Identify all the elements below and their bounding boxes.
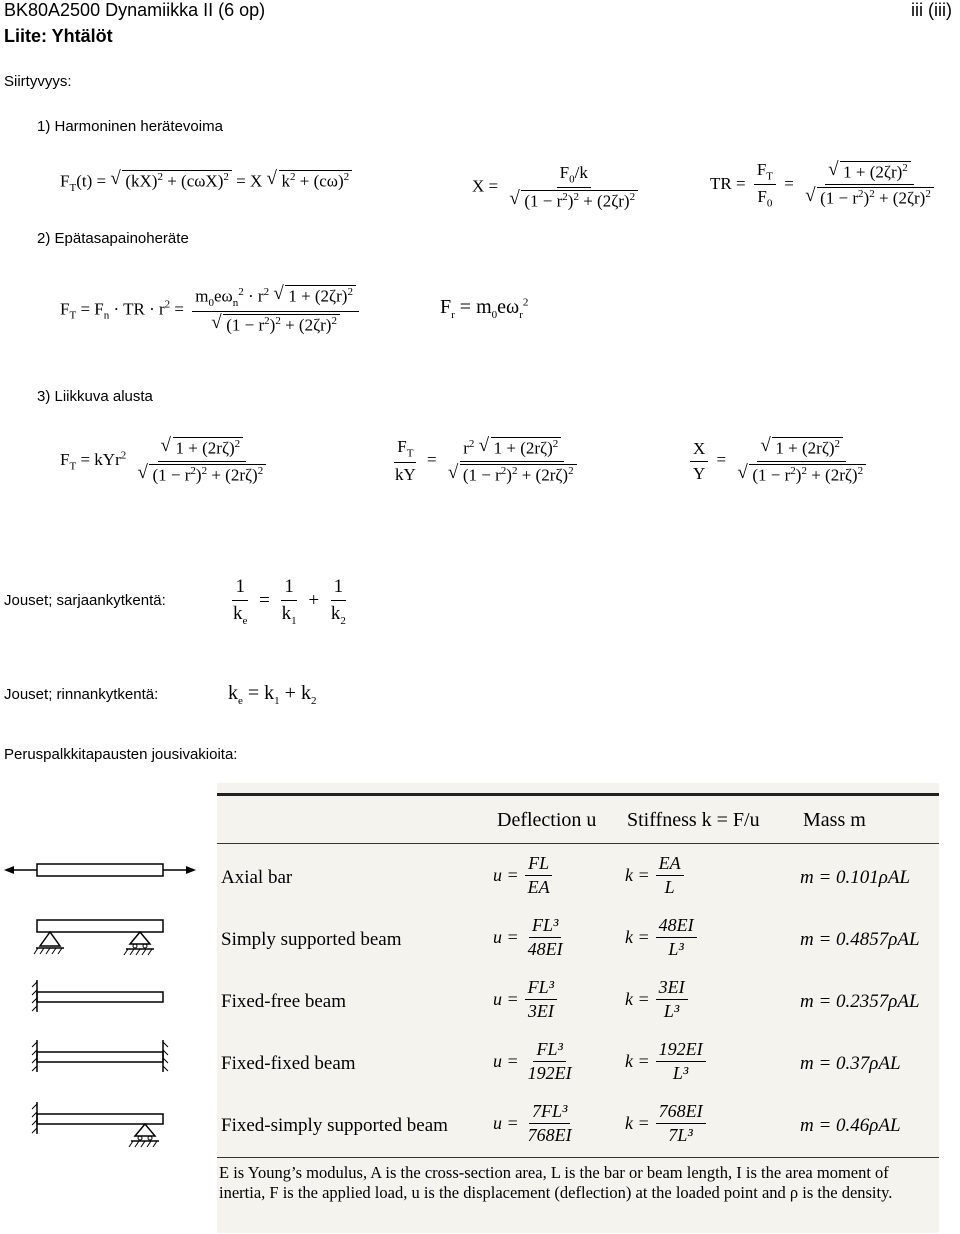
- stiffness-formula: k = $\frac{48EI}{\text{L³}}$: [625, 915, 697, 960]
- eq-springs-parallel: $k_e = k_1 + k_2$: [228, 682, 317, 707]
- fixed-free-diagram: [32, 980, 163, 1012]
- stiffness-formula: k = $\frac{192EI}{\text{L³}}$: [625, 1039, 706, 1084]
- row-name: Axial bar: [221, 867, 293, 888]
- header-deflection: Deflection u: [497, 809, 597, 831]
- deflection-formula: u = $\frac{\text{7FL³}}{768EI}$: [493, 1101, 572, 1145]
- fixed-simply-diagram: [32, 1102, 163, 1147]
- table-bottom-rule: [217, 1157, 939, 1158]
- section-moving-base: 3) Liikkuva alusta: [37, 388, 153, 405]
- eq-displacement-transmissibility: $\frac{X}{Y}$ = √ $1 + (2r\zeta)^2$ √ $(1 - r^2)^2 + (2r\zeta)^2$: [686, 437, 873, 485]
- table-row: [217, 1095, 939, 1157]
- eq-base-force-ratio: $\frac{F_T}{kY}$ = $r^2$ √ $1 + (2r\zeta)^2$ √ $(1 - r^2)^2 + (2r\zeta)^2$: [388, 437, 584, 485]
- course-title: BK80A2500 Dynamiikka II (6 op): [4, 0, 266, 20]
- eq-rotating-force: $F_r = m_0e\omega_r^2$: [440, 296, 529, 321]
- eq-transmitted-force: $F_T(t)$ = √ $(kX)^2 + (c\omega X)^2 = X$ √ $k^2 + (c\omega)^2$: [60, 170, 352, 194]
- section-harmonic-force: 1) Harmoninen herätevoima: [37, 118, 223, 135]
- table-footnote: E is Young’s modulus, A is the cross-section area, L is the bar or beam length, I is the area moment of inertia, F is the applied load, u is the displacement (deflection) at the loaded point and ρ is the density.: [219, 1163, 893, 1202]
- header-mass: Mass m: [803, 809, 866, 831]
- table-header-rule: [217, 843, 939, 844]
- deflection-formula: u = $\frac{FL}{EA}$: [493, 853, 553, 898]
- table-top-rule: [217, 793, 939, 796]
- stiffness-formula: k = $\frac{EA}{L}$: [625, 853, 684, 898]
- beam-stiffness-table: [217, 783, 939, 1233]
- row-name: Simply supported beam: [221, 929, 402, 950]
- deflection-formula: u = $\frac{\text{FL³}}{48EI}$: [493, 915, 563, 959]
- transmissibility-heading: Siirtyvyys:: [4, 73, 72, 90]
- table-row: [217, 847, 939, 909]
- deflection-formula: u = $\frac{\text{FL³}}{192EI}$: [493, 1039, 572, 1083]
- appendix-title: Liite: Yhtälöt: [4, 26, 113, 46]
- simply-supported-diagram: [34, 920, 163, 955]
- mass-formula: m = 0.46ρAL: [800, 1115, 901, 1136]
- eq-springs-series: $\frac{1}{k_e}$ = $\frac{1}{k_1}$ + $\frac{1}{k_2}$: [233, 576, 346, 627]
- stiffness-formula: k = $\frac{3EI}{\text{L³}}$: [625, 977, 688, 1022]
- springs-series-label: Jouset; sarjaankytkentä:: [4, 592, 166, 609]
- page-number: iii (iii): [911, 0, 952, 20]
- springs-parallel-label: Jouset; rinnankytkentä:: [4, 686, 159, 703]
- mass-formula: m = 0.37ρAL: [800, 1053, 901, 1074]
- table-row: [217, 971, 939, 1033]
- beam-constants-heading: Peruspalkkitapausten jousivakioita:: [4, 746, 238, 763]
- row-name: Fixed-free beam: [221, 991, 347, 1012]
- table-row: [217, 909, 939, 971]
- eq-transmissibility-ratio: TR = $\frac{F_T}{F_0}$ = √ $1 + (2\zeta r)^2$ √ $(1 - r^2)^2 + (2\zeta r)^2$: [710, 160, 941, 210]
- eq-base-force: $F_T = kYr^2$ √ $1 + (2r\zeta)^2$ √ $(1 - r^2)^2 + (2r\zeta)^2$: [60, 437, 273, 485]
- deflection-formula: u = $\frac{\text{FL³}}{3EI}$: [493, 977, 557, 1022]
- fixed-fixed-diagram: [32, 1040, 168, 1072]
- mass-formula: m = 0.4857ρAL: [800, 929, 920, 950]
- header-stiffness: Stiffness k = F/u: [627, 809, 760, 831]
- axial-bar-diagram: [4, 864, 196, 876]
- eq-unbalance-force: $F_T = F_n$ · TR · $r^2$ = $m_0e\omega_n^2 \cdot r^2$ √ $1 + (2\zeta r)^2$ √ $(1 - r^2)^2 + (2\zeta r)^2$: [60, 285, 363, 336]
- row-name: Fixed-fixed beam: [221, 1053, 356, 1074]
- table-row: [217, 1033, 939, 1095]
- row-name: Fixed-simply supported beam: [221, 1115, 448, 1136]
- section-unbalance: 2) Epätasapainoheräte: [37, 230, 189, 247]
- eq-amplitude: X = $F_0/k$ √ $(1 - r^2)^2 + (2\zeta r)^2$: [472, 163, 645, 212]
- mass-formula: m = 0.101ρAL: [800, 867, 911, 888]
- beam-diagrams: [0, 840, 200, 1170]
- mass-formula: m = 0.2357ρAL: [800, 991, 920, 1012]
- stiffness-formula: k = $\frac{768EI}{\text{7L³}}$: [625, 1101, 706, 1146]
